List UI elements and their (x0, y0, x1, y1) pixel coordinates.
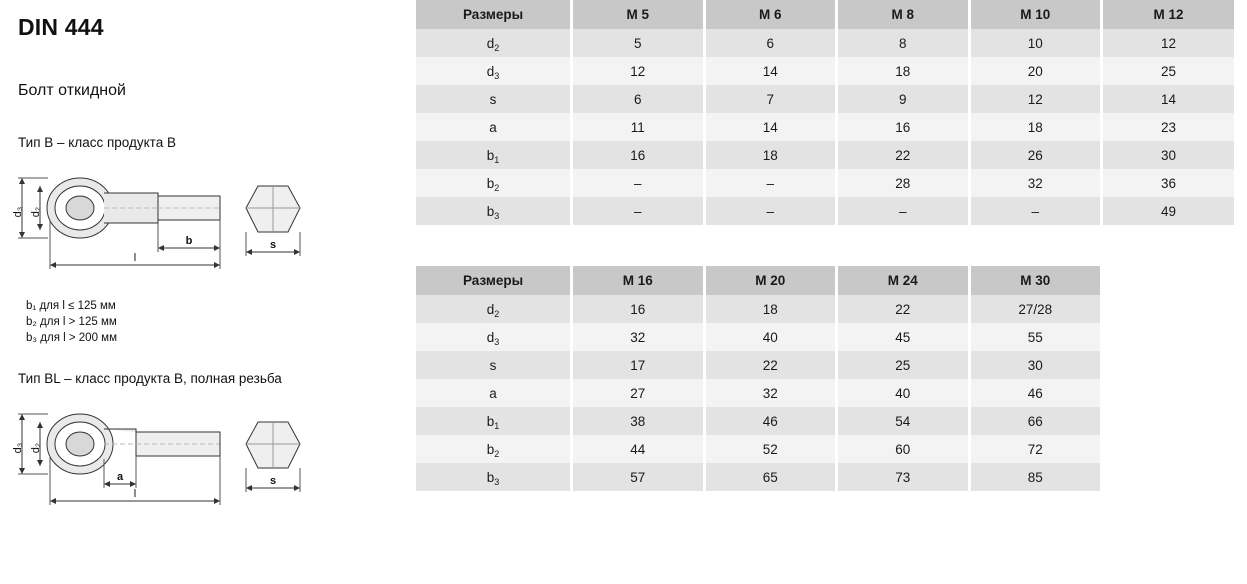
cell-empty (1102, 407, 1235, 435)
cell-value: 30 (969, 351, 1101, 379)
row-label: $b_3$ (416, 463, 572, 491)
cell-value: 65 (704, 463, 836, 491)
cell-value: 73 (837, 463, 969, 491)
cell-value: 49 (1102, 197, 1235, 225)
cell-value: 25 (1102, 57, 1235, 85)
cell-value: 22 (704, 351, 836, 379)
cell-value: 18 (704, 295, 836, 323)
note-b3: b₃ для l > 200 мм (26, 332, 117, 344)
cell-value: 30 (1102, 141, 1235, 169)
cell-value: 26 (969, 141, 1101, 169)
cell-value: 40 (837, 379, 969, 407)
row-label: $d_3$ (416, 57, 572, 85)
table-row (416, 29, 1234, 57)
header-dimensions: Размеры (416, 0, 572, 29)
table-spacer (416, 225, 1234, 266)
cell-value: 6 (572, 85, 704, 113)
cell-value: 27 (572, 379, 704, 407)
cell-value: 16 (837, 113, 969, 141)
cell-value: 32 (969, 169, 1101, 197)
header-m5: M 5 (572, 0, 704, 29)
svg-text:l: l (133, 488, 137, 500)
cell-value: 54 (837, 407, 969, 435)
cell-value: 32 (704, 379, 836, 407)
cell-value: 12 (969, 85, 1101, 113)
cell-value: 40 (704, 323, 836, 351)
svg-text:a: a (116, 471, 124, 483)
cell-value: 22 (837, 295, 969, 323)
drawing-column (0, 0, 405, 584)
row-label: $d_3$ (416, 323, 572, 351)
cell-value: 46 (969, 379, 1101, 407)
table-row (416, 57, 1234, 85)
type-b-label: Тип B – класс продукта B (18, 135, 176, 150)
cell-value: 14 (704, 113, 836, 141)
cell-empty (1102, 351, 1235, 379)
figure-type-b (8, 160, 328, 290)
table-row (416, 113, 1234, 141)
cell-empty (1102, 435, 1235, 463)
row-label: $b_2$ (416, 435, 572, 463)
cell-value: 9 (837, 85, 969, 113)
cell-empty (1102, 323, 1235, 351)
row-label: a (416, 379, 572, 407)
header-empty (1102, 266, 1235, 295)
row-label: s (416, 85, 572, 113)
cell-value: 36 (1102, 169, 1235, 197)
cell-value: 14 (1102, 85, 1235, 113)
row-label: $b_1$ (416, 141, 572, 169)
table-header-row (416, 0, 1234, 29)
cell-value: – (969, 197, 1101, 225)
cell-value: 5 (572, 29, 704, 57)
cell-empty (1102, 295, 1235, 323)
row-label: $b_2$ (416, 169, 572, 197)
thread-length-notes (26, 298, 117, 346)
table-row (416, 435, 1234, 463)
header-m30: M 30 (969, 266, 1101, 295)
row-label: $d_2$ (416, 295, 572, 323)
row-label: $d_2$ (416, 29, 572, 57)
table-row (416, 85, 1234, 113)
cell-value: 44 (572, 435, 704, 463)
svg-text:b: b (185, 235, 193, 247)
cell-value: 25 (837, 351, 969, 379)
svg-text:s: s (269, 239, 277, 251)
row-label: $b_1$ (416, 407, 572, 435)
cell-value: 57 (572, 463, 704, 491)
svg-text:d₂: d₂ (30, 442, 42, 454)
cell-value: 6 (704, 29, 836, 57)
cell-value: – (572, 197, 704, 225)
cell-value: 17 (572, 351, 704, 379)
cell-value: – (704, 197, 836, 225)
cell-value: 22 (837, 141, 969, 169)
cell-value: 18 (837, 57, 969, 85)
cell-value: 8 (837, 29, 969, 57)
cell-value: 12 (1102, 29, 1235, 57)
note-b2: b₂ для l > 125 мм (26, 316, 117, 328)
cell-value: 85 (969, 463, 1101, 491)
cell-value: 7 (704, 85, 836, 113)
header-m24: M 24 (837, 266, 969, 295)
svg-text:l: l (133, 252, 137, 264)
cell-value: 55 (969, 323, 1101, 351)
cell-value: 60 (837, 435, 969, 463)
cell-value: 16 (572, 295, 704, 323)
cell-value: 52 (704, 435, 836, 463)
svg-text:d₃: d₃ (12, 206, 24, 218)
cell-value: 11 (572, 113, 704, 141)
table-row (416, 295, 1234, 323)
header-m8: M 8 (837, 0, 969, 29)
cell-value: 23 (1102, 113, 1235, 141)
cell-value: 46 (704, 407, 836, 435)
header-m20: M 20 (704, 266, 836, 295)
header-m10: M 10 (969, 0, 1101, 29)
dimensions-table-large (416, 266, 1234, 491)
cell-empty (1102, 379, 1235, 407)
table-header-row (416, 266, 1234, 295)
cell-value: 10 (969, 29, 1101, 57)
dimension-tables (416, 0, 1234, 491)
svg-text:s: s (269, 475, 277, 487)
header-dimensions: Размеры (416, 266, 572, 295)
product-name: Болт откидной (18, 82, 126, 99)
cell-value: 72 (969, 435, 1101, 463)
table-row (416, 407, 1234, 435)
row-label: s (416, 351, 572, 379)
cell-value: 27/28 (969, 295, 1101, 323)
header-m6: M 6 (704, 0, 836, 29)
table-row (416, 197, 1234, 225)
cell-value: 18 (704, 141, 836, 169)
row-label: $b_3$ (416, 197, 572, 225)
page-title: DIN 444 (18, 14, 104, 40)
table-row (416, 141, 1234, 169)
cell-value: – (572, 169, 704, 197)
row-label: a (416, 113, 572, 141)
cell-empty (1102, 463, 1235, 491)
table-row (416, 351, 1234, 379)
cell-value: – (704, 169, 836, 197)
cell-value: 16 (572, 141, 704, 169)
header-m16: M 16 (572, 266, 704, 295)
table-row (416, 463, 1234, 491)
cell-value: 38 (572, 407, 704, 435)
note-b1: b₁ для l ≤ 125 мм (26, 300, 116, 312)
table-row (416, 323, 1234, 351)
dimensions-table-small (416, 0, 1234, 225)
cell-value: 28 (837, 169, 969, 197)
cell-value: 20 (969, 57, 1101, 85)
svg-text:d₂: d₂ (30, 206, 42, 218)
cell-value: 14 (704, 57, 836, 85)
figure-type-bl (8, 396, 328, 526)
cell-value: 45 (837, 323, 969, 351)
cell-value: 66 (969, 407, 1101, 435)
header-m12: M 12 (1102, 0, 1235, 29)
table-row (416, 169, 1234, 197)
cell-value: 18 (969, 113, 1101, 141)
cell-value: 32 (572, 323, 704, 351)
cell-value: 12 (572, 57, 704, 85)
cell-value: – (837, 197, 969, 225)
svg-text:d₃: d₃ (12, 442, 24, 454)
table-row (416, 379, 1234, 407)
type-bl-label: Тип BL – класс продукта B, полная резьба (18, 371, 282, 386)
